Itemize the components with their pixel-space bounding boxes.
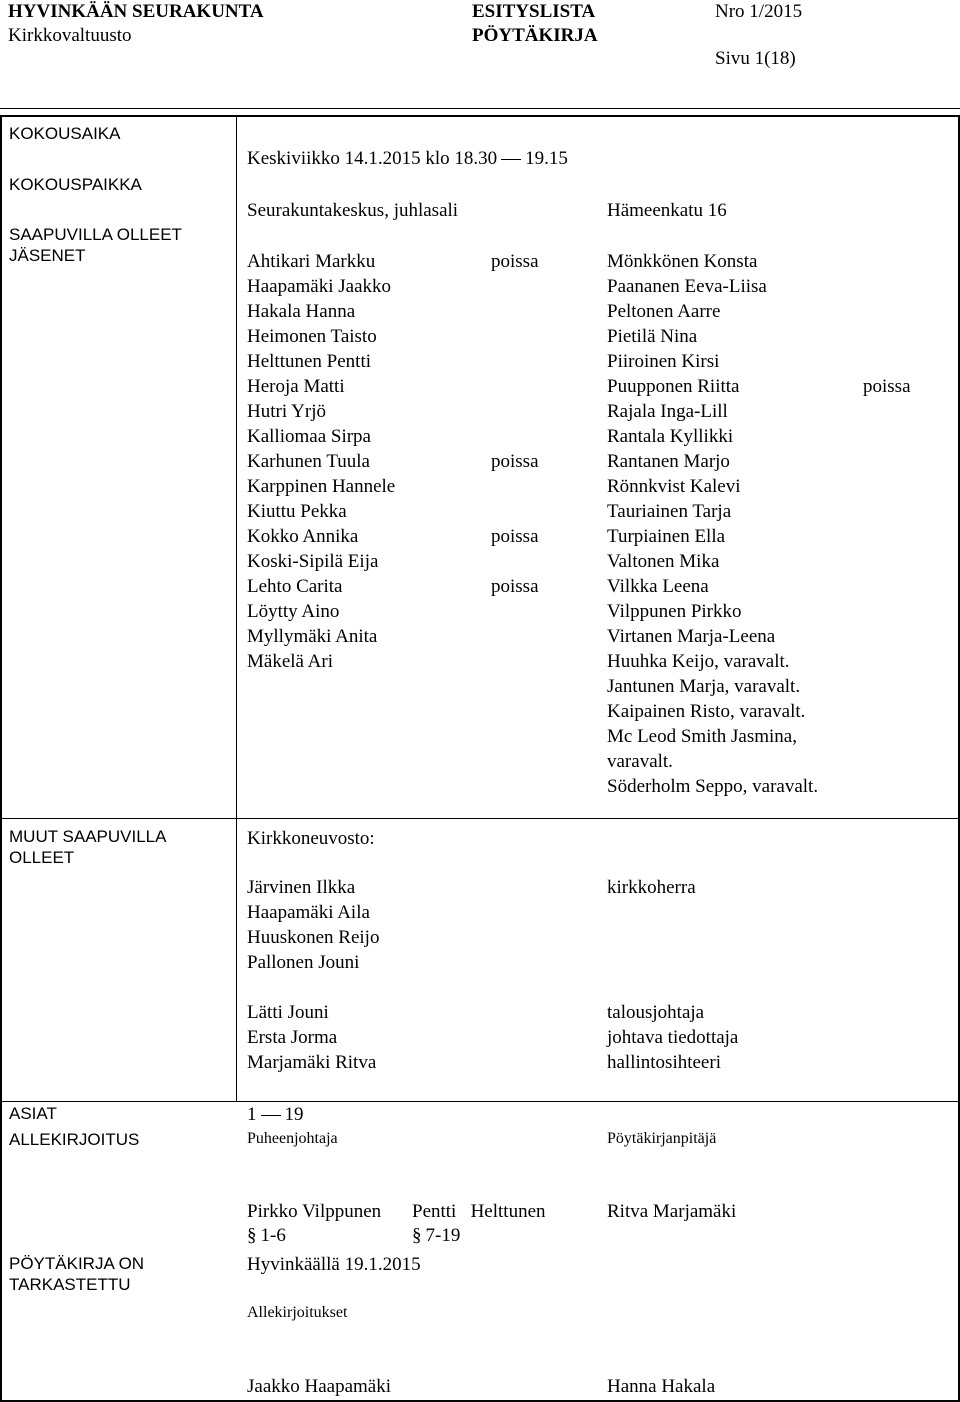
sections-range-2: 7-19 xyxy=(425,1225,461,1246)
frame-left xyxy=(0,115,2,1402)
council-member-name: Järvinen Ilkka xyxy=(247,877,356,898)
items-start: 1 xyxy=(247,1104,257,1125)
others-section-rule xyxy=(0,1101,960,1102)
member-right-name: Turpiainen Ella xyxy=(607,526,726,547)
member-right-name: Tauriainen Tarja xyxy=(607,501,732,522)
member-right-name: Jantunen Marja, varavalt. xyxy=(607,676,801,697)
frame-top xyxy=(0,115,960,117)
member-right-name: Kaipainen Risto, varavalt. xyxy=(607,701,806,722)
member-left-name: Karppinen Hannele xyxy=(247,476,396,497)
member-right-name: Paananen Eeva-Liisa xyxy=(607,276,767,297)
meeting-place: Seurakuntakeskus, juhlasali xyxy=(247,200,459,221)
doc-type-agenda: ESITYSLISTA xyxy=(472,1,596,22)
member-right-name: Mönkkönen Konsta xyxy=(607,251,758,272)
member-right-name: Valtonen Mika xyxy=(607,551,720,572)
member-left-name: Mäkelä Ari xyxy=(247,651,334,672)
sections-range-1: 1-6 xyxy=(260,1225,286,1246)
label-meeting-time: KOKOUSAIKA xyxy=(9,124,121,143)
label-others-present-1: MUUT SAAPUVILLA xyxy=(9,827,167,846)
member-right-name: Mc Leod Smith Jasmina, xyxy=(607,726,797,747)
member-right-name: Rönnkvist Kalevi xyxy=(607,476,741,497)
page-number: Sivu 1(18) xyxy=(715,48,796,69)
label-members-present-1: SAAPUVILLA OLLEET xyxy=(9,225,182,244)
council-member-name: Haapamäki Aila xyxy=(247,902,370,923)
chair-name-2: Pentti Helttunen xyxy=(412,1201,546,1222)
label-minutes-checked-2: TARKASTETTU xyxy=(9,1275,131,1294)
top-rule xyxy=(0,108,960,109)
member-left-absence-note: poissa xyxy=(491,251,539,272)
checker-name-2: Hanna Hakala xyxy=(607,1376,716,1397)
member-right-name: Peltonen Aarre xyxy=(607,301,721,322)
member-left-name: Helttunen Pentti xyxy=(247,351,372,372)
member-left-absence-note: poissa xyxy=(491,576,539,597)
member-left-name: Myllymäki Anita xyxy=(247,626,378,647)
secretary-label: Pöytäkirjanpitäjä xyxy=(607,1130,717,1147)
member-right-name: Puupponen Riitta xyxy=(607,376,740,397)
items-range xyxy=(247,1102,304,1127)
member-left-absence-note: poissa xyxy=(491,526,539,547)
member-left-name: Löytty Aino xyxy=(247,601,340,622)
member-right-name: Huuhka Keijo, varavalt. xyxy=(607,651,790,672)
member-left-name: Hakala Hanna xyxy=(247,301,356,322)
document-number: Nro 1/2015 xyxy=(715,1,803,22)
members-section-rule xyxy=(0,818,960,819)
meeting-time-start: Keskiviikko 14.1.2015 klo 18.30 xyxy=(247,148,498,169)
member-right-name: Rajala Inga-Lill xyxy=(607,401,728,422)
council-member-name: Pallonen Jouni xyxy=(247,952,360,973)
staff-member-role: talousjohtaja xyxy=(607,1002,705,1023)
member-left-name: Kiuttu Pekka xyxy=(247,501,347,522)
staff-member-name: Marjamäki Ritva xyxy=(247,1052,377,1073)
signatures-label: Allekirjoitukset xyxy=(247,1304,348,1321)
label-others-present-2: OLLEET xyxy=(9,848,75,867)
member-left-name: Ahtikari Markku xyxy=(247,251,376,272)
member-left-name: Koski-Sipilä Eija xyxy=(247,551,379,572)
doc-type-minutes: PÖYTÄKIRJA xyxy=(472,25,598,46)
member-left-name: Kalliomaa Sirpa xyxy=(247,426,371,447)
label-column-divider xyxy=(236,115,237,1102)
member-right-name: Rantala Kyllikki xyxy=(607,426,734,447)
label-members-present-2: JÄSENET xyxy=(9,246,86,265)
member-right-name: Pietilä Nina xyxy=(607,326,698,347)
member-right-name: Söderholm Seppo, varavalt. xyxy=(607,776,819,797)
chair-label: Puheenjohtaja xyxy=(247,1130,338,1147)
member-right-name: Virtanen Marja-Leena xyxy=(607,626,776,647)
member-left-name: Kokko Annika xyxy=(247,526,359,547)
body-name: Kirkkovaltuusto xyxy=(8,25,132,46)
label-items: ASIAT xyxy=(9,1104,57,1123)
label-signature: ALLEKIRJOITUS xyxy=(9,1130,140,1149)
member-right-name: Piiroinen Kirsi xyxy=(607,351,720,372)
organization-name: HYVINKÄÄN SEURAKUNTA xyxy=(8,1,264,22)
meeting-time-end: 19.15 xyxy=(525,148,568,169)
member-left-name: Haapamäki Jaakko xyxy=(247,276,392,297)
member-right-name: varavalt. xyxy=(607,751,673,772)
member-right-name: Rantanen Marjo xyxy=(607,451,730,472)
chair-sections-2 xyxy=(412,1223,460,1248)
member-left-name: Heimonen Taisto xyxy=(247,326,377,347)
section-sign-icon: § xyxy=(412,1225,422,1246)
label-meeting-place: KOKOUSPAIKKA xyxy=(9,175,142,194)
member-right-absence-note: poissa xyxy=(863,376,911,397)
section-sign-icon: § xyxy=(247,1225,257,1246)
member-left-name: Lehto Carita xyxy=(247,576,343,597)
member-right-name: Vilppunen Pirkko xyxy=(607,601,742,622)
council-member-name: Huuskonen Reijo xyxy=(247,927,380,948)
member-left-name: Hutri Yrjö xyxy=(247,401,326,422)
checker-name-1: Jaakko Haapamäki xyxy=(247,1376,392,1397)
member-left-name: Karhunen Tuula xyxy=(247,451,370,472)
chair-sections-1 xyxy=(247,1223,286,1248)
meeting-time xyxy=(247,146,568,171)
staff-member-name: Ersta Jorma xyxy=(247,1027,338,1048)
staff-member-name: Lätti Jouni xyxy=(247,1002,329,1023)
en-dash xyxy=(501,159,521,160)
staff-member-role: hallintosihteeri xyxy=(607,1052,721,1073)
council-member-role: kirkkoherra xyxy=(607,877,696,898)
staff-member-role: johtava tiedottaja xyxy=(607,1027,739,1048)
member-left-absence-note: poissa xyxy=(491,451,539,472)
meeting-address: Hämeenkatu 16 xyxy=(607,200,727,221)
label-minutes-checked-1: PÖYTÄKIRJA ON xyxy=(9,1254,145,1273)
church-council-label: Kirkkoneuvosto: xyxy=(247,828,375,849)
member-right-name: Vilkka Leena xyxy=(607,576,709,597)
secretary-name: Ritva Marjamäki xyxy=(607,1201,737,1222)
chair-name-1: Pirkko Vilppunen xyxy=(247,1201,382,1222)
checked-place-date: Hyvinkäällä 19.1.2015 xyxy=(247,1254,421,1275)
en-dash xyxy=(261,1115,281,1116)
items-end: 19 xyxy=(284,1104,304,1125)
member-left-name: Heroja Matti xyxy=(247,376,345,397)
